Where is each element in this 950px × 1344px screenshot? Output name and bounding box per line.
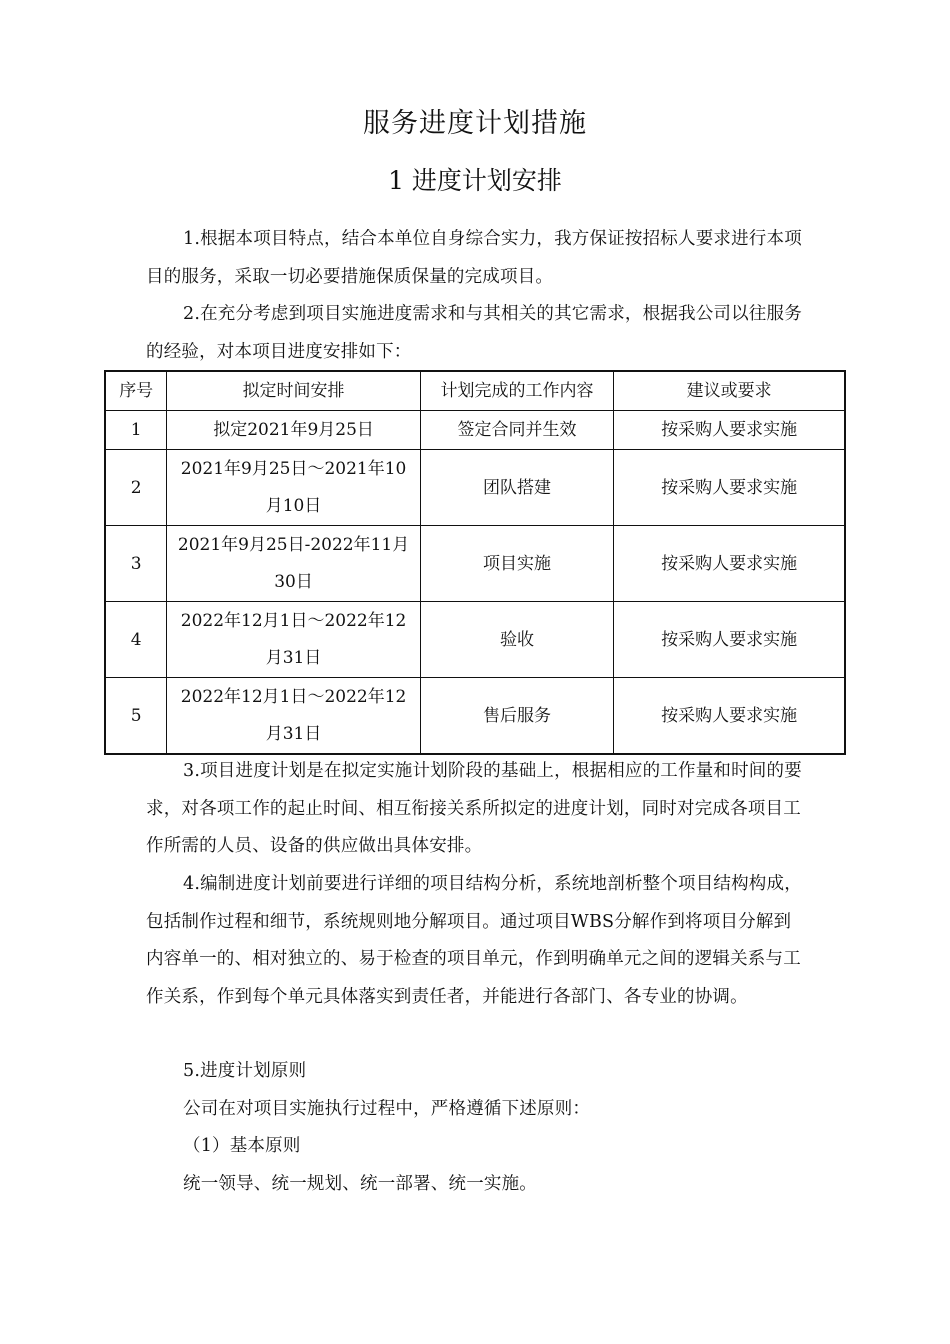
cell-content: 售后服务 — [420, 678, 613, 755]
cell-time: 2021年9月25日～2021年10月10日 — [167, 450, 420, 526]
cell-time: 2022年12月1日～2022年12月31日 — [167, 678, 420, 755]
paragraph-1: 1.根据本项目特点，结合本单位自身综合实力，我方保证按招标人要求进行本项目的服务，采取一切必要措施保质保量的完成项目。 — [146, 229, 802, 287]
section-heading: 1 进度计划安排 — [388, 166, 562, 195]
paragraph-3: 3.项目进度计划是在拟定实施计划阶段的基础上，根据相应的工作量和时间的要求，对各项工作的起止时间、相互衔接关系所拟定的进度计划，同时对完成各项目工作所需的人员、设备的供应做出具体安排。 — [146, 761, 802, 856]
paragraph-7: （1）基本原则 — [183, 1136, 301, 1156]
cell-number: 3 — [105, 526, 167, 602]
cell-requirement: 按采购人要求实施 — [614, 411, 845, 450]
header-cell-content: 计划完成的工作内容 — [420, 371, 613, 411]
table-row — [105, 411, 845, 450]
paragraph-2: 2.在充分考虑到项目实施进度需求和与其相关的其它需求，根据我公司以往服务的经验，对本项目进度安排如下： — [146, 304, 802, 362]
cell-time: 2022年12月1日～2022年12月31日 — [167, 602, 420, 678]
document-title: 服务进度计划措施 — [363, 108, 587, 139]
cell-content: 项目实施 — [420, 526, 613, 602]
header-cell-time: 拟定时间安排 — [167, 371, 420, 411]
cell-number: 1 — [105, 411, 167, 450]
cell-requirement: 按采购人要求实施 — [614, 526, 845, 602]
table-header-row — [105, 371, 845, 411]
cell-number: 5 — [105, 678, 167, 755]
cell-content: 签定合同并生效 — [420, 411, 613, 450]
cell-content: 验收 — [420, 602, 613, 678]
header-cell-requirement: 建议或要求 — [614, 371, 845, 411]
cell-requirement: 按采购人要求实施 — [614, 602, 845, 678]
paragraph-8: 统一领导、统一规划、统一部署、统一实施。 — [183, 1174, 537, 1194]
paragraph-4: 4.编制进度计划前要进行详细的项目结构分析，系统地剖析整个项目结构构成，包括制作过程和细节，系统规则地分解项目。通过项目WBS分解作到将项目分解到内容单一的、相对独立的、易于检查的项目单元，作到明确单元之间的逻辑关系与工作关系，作到每个单元具体落实到责任者，并能进行各部门、各专业的协调。 — [146, 874, 802, 1007]
cell-content: 团队搭建 — [420, 450, 613, 526]
cell-number: 2 — [105, 450, 167, 526]
table-row — [105, 450, 845, 526]
paragraph-5: 5.进度计划原则 — [183, 1061, 307, 1081]
cell-requirement: 按采购人要求实施 — [614, 678, 845, 755]
cell-time: 拟定2021年9月25日 — [167, 411, 420, 450]
schedule-table — [104, 370, 846, 755]
paragraph-6: 公司在对项目实施执行过程中，严格遵循下述原则： — [183, 1099, 591, 1119]
cell-number: 4 — [105, 602, 167, 678]
header-cell-number: 序号 — [105, 371, 167, 411]
table-row — [105, 678, 845, 755]
cell-time: 2021年9月25日-2022年11月30日 — [167, 526, 420, 602]
table-row — [105, 602, 845, 678]
table-row — [105, 526, 845, 602]
cell-requirement: 按采购人要求实施 — [614, 450, 845, 526]
